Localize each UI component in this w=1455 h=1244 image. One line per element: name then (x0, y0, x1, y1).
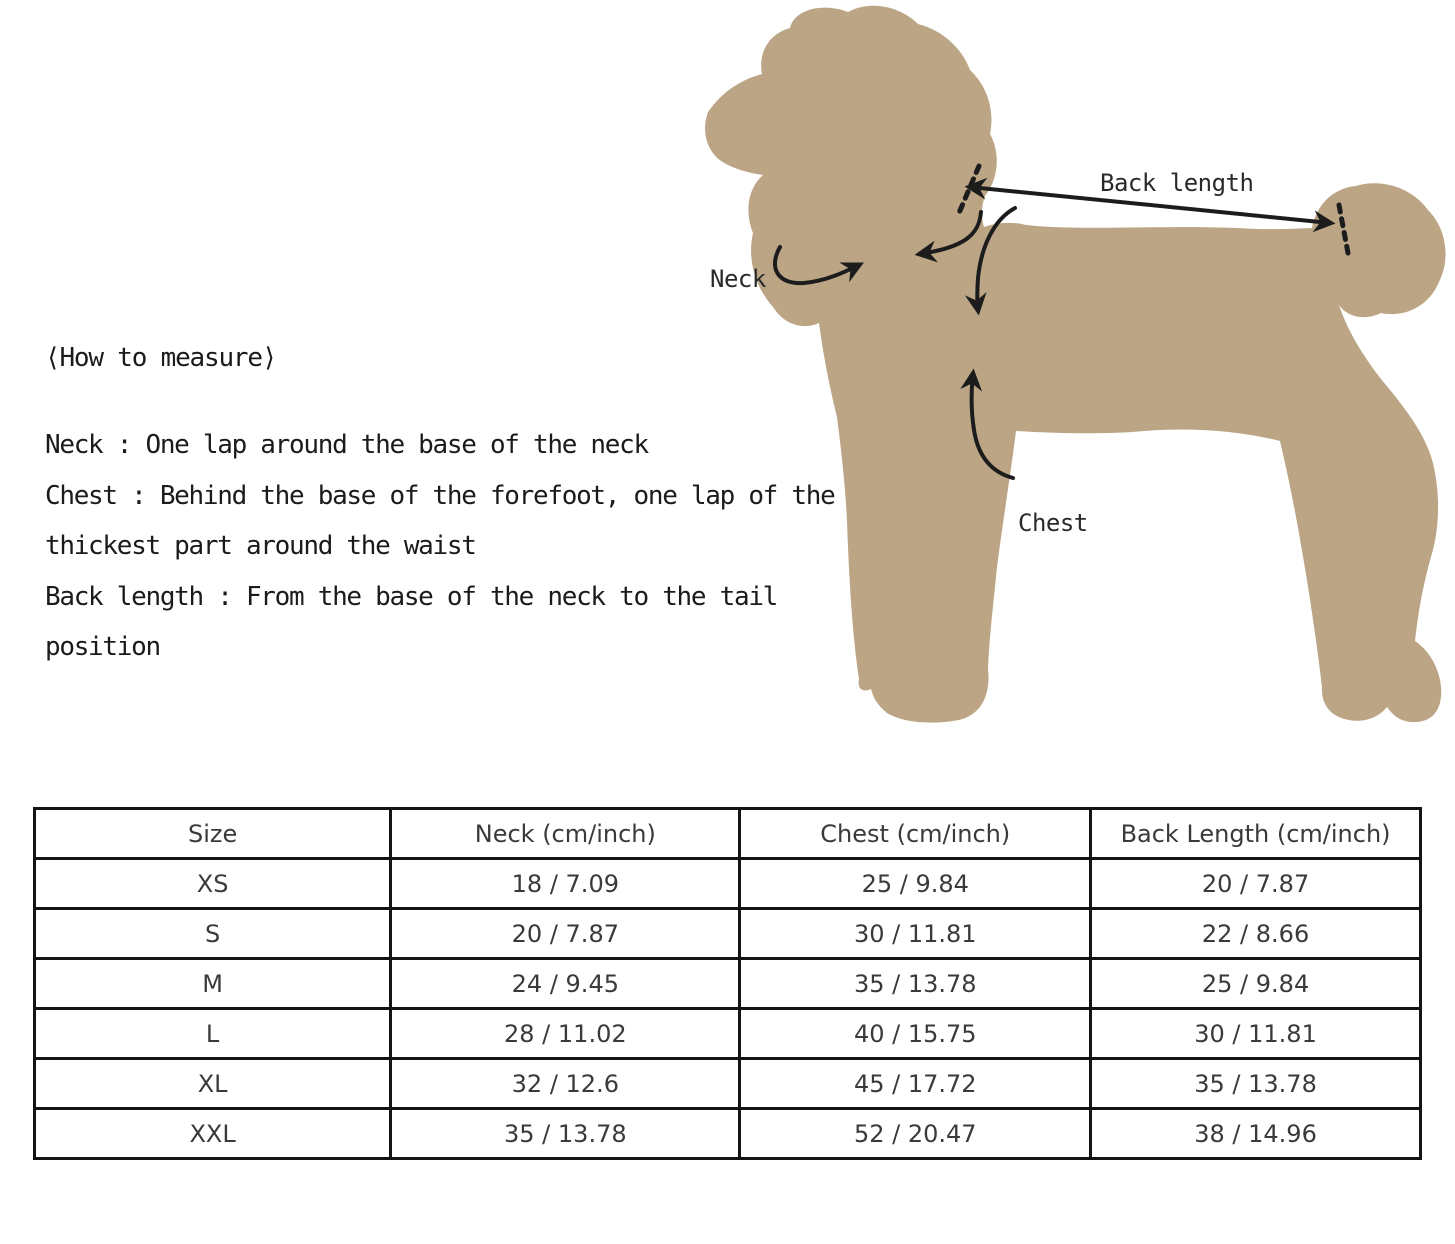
cell-back-length: 38 / 14.96 (1091, 1109, 1421, 1159)
cell-neck: 35 / 13.78 (391, 1109, 740, 1159)
cell-neck: 18 / 7.09 (391, 859, 740, 909)
header-cell-back-length: Back Length (cm/inch) (1091, 809, 1421, 859)
cell-neck: 20 / 7.87 (391, 909, 740, 959)
size-row-m (35, 959, 1421, 1009)
cell-neck: 32 / 12.6 (391, 1059, 740, 1109)
cell-back-length: 25 / 9.84 (1091, 959, 1421, 1009)
chest-label: Chest (1018, 509, 1088, 537)
cell-chest: 40 / 15.75 (740, 1009, 1091, 1059)
cell-size: XS (35, 859, 391, 909)
instruction-line-backlength-1: Back length : From the base of the neck to the tail (45, 581, 778, 612)
cell-size: XL (35, 1059, 391, 1109)
header-cell-chest: Chest (cm/inch) (740, 809, 1091, 859)
size-chart-table (33, 807, 1422, 1160)
cell-chest: 52 / 20.47 (740, 1109, 1091, 1159)
size-row-s (35, 909, 1421, 959)
instruction-line-backlength-2: position (45, 632, 160, 662)
cell-size: S (35, 909, 391, 959)
cell-back-length: 30 / 11.81 (1091, 1009, 1421, 1059)
dog-silhouette (705, 6, 1445, 723)
cell-chest: 30 / 11.81 (740, 909, 1091, 959)
instruction-line-chest-1: Chest : Behind the base of the forefoot, one lap of the (45, 480, 835, 511)
cell-chest: 35 / 13.78 (740, 959, 1091, 1009)
instruction-line-chest-2: thickest part around the waist (45, 531, 476, 561)
instruction-line-neck: Neck : One lap around the base of the neck (45, 430, 648, 460)
cell-size: M (35, 959, 391, 1009)
cell-back-length: 20 / 7.87 (1091, 859, 1421, 909)
size-table-header-row (35, 809, 1421, 859)
cell-size: L (35, 1009, 391, 1059)
size-row-xs (35, 859, 1421, 909)
cell-chest: 25 / 9.84 (740, 859, 1091, 909)
cell-back-length: 22 / 8.66 (1091, 909, 1421, 959)
size-row-xxl (35, 1109, 1421, 1159)
neck-label: Neck (710, 265, 766, 293)
dog-measurement-diagram (680, 0, 1455, 745)
back-length-label: Back length (1100, 169, 1254, 197)
cell-neck: 28 / 11.02 (391, 1009, 740, 1059)
header-cell-size: Size (35, 809, 391, 859)
header-cell-neck: Neck (cm/inch) (391, 809, 740, 859)
cell-neck: 24 / 9.45 (391, 959, 740, 1009)
cell-size: XXL (35, 1109, 391, 1159)
how-to-measure-title: ⟨How to measure⟩ (45, 343, 277, 373)
cell-back-length: 35 / 13.78 (1091, 1059, 1421, 1109)
size-row-l (35, 1009, 1421, 1059)
size-row-xl (35, 1059, 1421, 1109)
cell-chest: 45 / 17.72 (740, 1059, 1091, 1109)
